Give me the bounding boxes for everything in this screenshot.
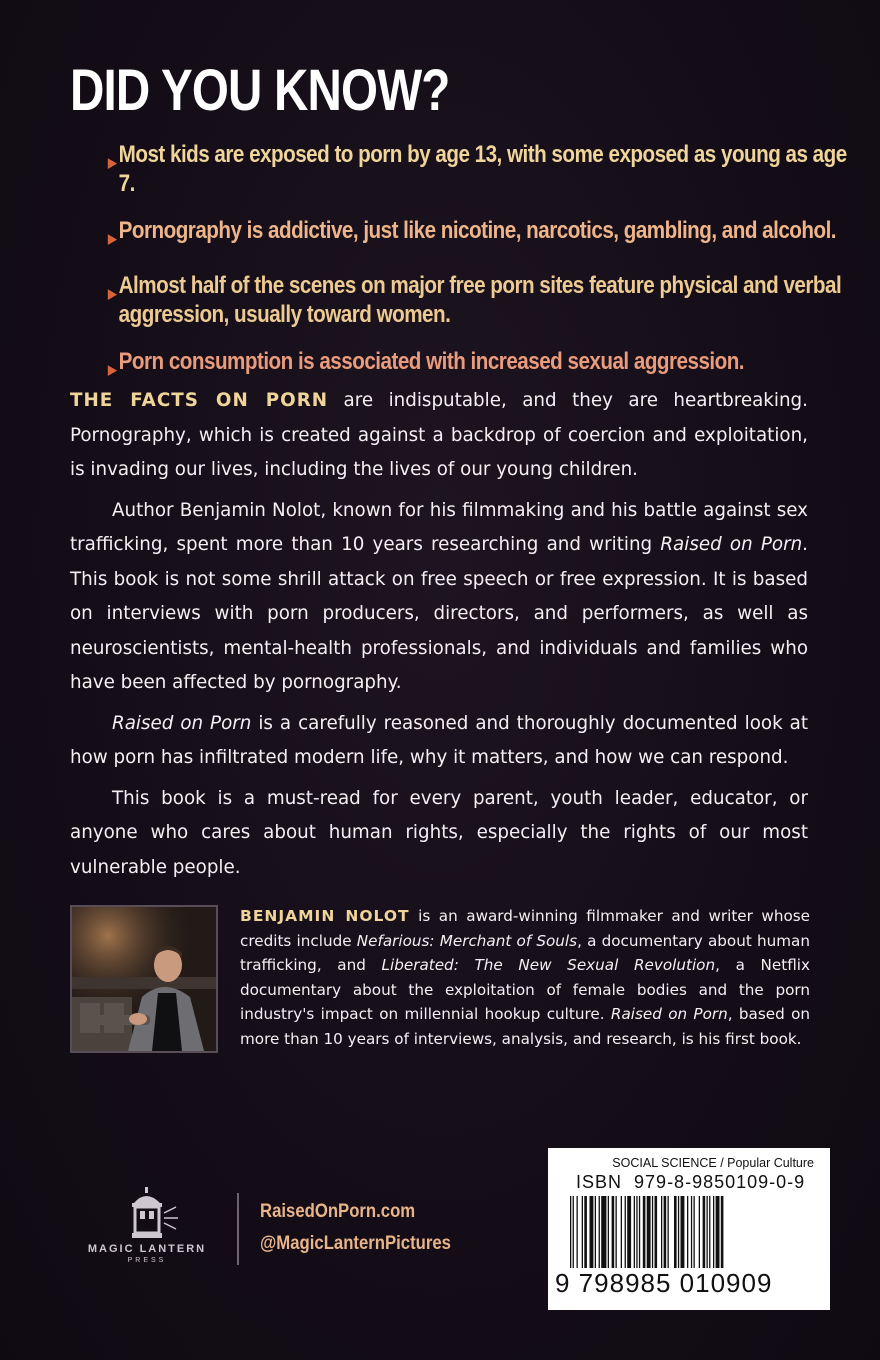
book-title: Raised on Porn — [112, 712, 252, 734]
page-heading: DID YOU KNOW? — [70, 58, 450, 123]
fact-list — [108, 140, 848, 402]
bio-text: , a documentary about human trafficking, and — [240, 931, 810, 974]
barcode-digits-text: 9 798985 010909 — [555, 1268, 773, 1298]
fact-item — [108, 347, 848, 384]
lead-in: THE FACTS ON PORN — [70, 390, 329, 411]
subject-category: SOCIAL SCIENCE / Popular Culture — [612, 1156, 814, 1170]
triangle-bullet-icon: ▶ — [108, 286, 117, 301]
description-paragraph — [70, 384, 808, 488]
contact-links — [260, 1196, 451, 1260]
isbn-line — [576, 1172, 805, 1193]
paragraph-text: This book is a must-read for every parent, youth leader, educator, or anyone who cares about human rights, especially the rights of our most vulnerable people. — [70, 787, 808, 878]
description-paragraph — [70, 494, 808, 701]
website-link[interactable]: RaisedOnPorn.com — [260, 1201, 416, 1222]
description-paragraph — [70, 782, 808, 886]
publisher-subtitle: PRESS — [127, 1257, 167, 1264]
triangle-bullet-icon: ▶ — [108, 362, 117, 377]
book-description — [70, 384, 808, 891]
paragraph-text: are indisputable, and they are heartbreaking. Pornography, which is created against a backdrop of coercion and exploitation, is invading our lives, including the lives of our young children. — [70, 390, 808, 480]
triangle-bullet-icon: ▶ — [108, 231, 117, 246]
fact-text: Porn consumption is associated with increased sexual aggression. — [118, 348, 745, 375]
film-title: Liberated: The New Sexual Revolution — [381, 956, 716, 974]
bio-text: is an award-winning filmmaker and writer whose credits include — [240, 907, 810, 950]
barcode-panel — [548, 1148, 830, 1310]
author-photo — [70, 905, 218, 1053]
isbn-label: ISBN — [576, 1172, 623, 1192]
fact-text: Pornography is addictive, just like nicotine, narcotics, gambling, and alcohol. — [118, 217, 837, 244]
paragraph-text: . This book is not some shrill attack on free speech or free expression. It is based on interviews with porn producers, directors, and performers, as well as neuroscientists, mental-health professionals, and individuals and families who have been affected by pornography. — [70, 534, 808, 693]
lantern-icon — [72, 1185, 222, 1243]
vertical-divider — [237, 1193, 239, 1265]
bio-text: , a Netflix documentary about the exploitation of female bodies and the porn industry's impact on millennial hookup culture. — [240, 956, 810, 1023]
fact-item — [108, 140, 848, 198]
fact-item — [108, 271, 848, 329]
book-title: Raised on Porn — [610, 1005, 728, 1023]
paragraph-text: is a carefully reasoned and thoroughly documented look at how porn has infiltrated modern life, why it matters, and how we can respond. — [70, 712, 808, 768]
bio-text: , based on more than 10 years of interviews, analysis, and research, is his first book. — [240, 1005, 811, 1048]
paragraph-text: Author Benjamin Nolot, known for his filmmaking and his battle against sex trafficking, spent more than 10 years researching and writing — [70, 499, 808, 555]
publisher-name: MAGIC LANTERN — [87, 1243, 207, 1255]
fact-text: Almost half of the scenes on major free porn sites feature physical and verbal aggression, usually toward women. — [118, 272, 842, 328]
book-title: Raised on Porn — [660, 534, 803, 555]
publisher-logo — [72, 1185, 222, 1265]
author-name: BENJAMIN NOLOT — [240, 907, 410, 925]
author-bio — [240, 904, 810, 1051]
isbn-number: 979-8-9850109-0-9 — [634, 1172, 806, 1192]
fact-text: Most kids are exposed to porn by age 13, with some exposed as young as age 7. — [118, 141, 847, 197]
film-title: Nefarious: Merchant of Souls — [356, 931, 578, 950]
fact-item — [108, 216, 848, 253]
triangle-bullet-icon: ▶ — [108, 155, 117, 170]
description-paragraph — [70, 707, 808, 776]
barcode-digits — [554, 1268, 824, 1299]
social-handle-link[interactable]: @MagicLanternPictures — [260, 1233, 451, 1254]
author-portrait-image — [72, 907, 216, 1051]
